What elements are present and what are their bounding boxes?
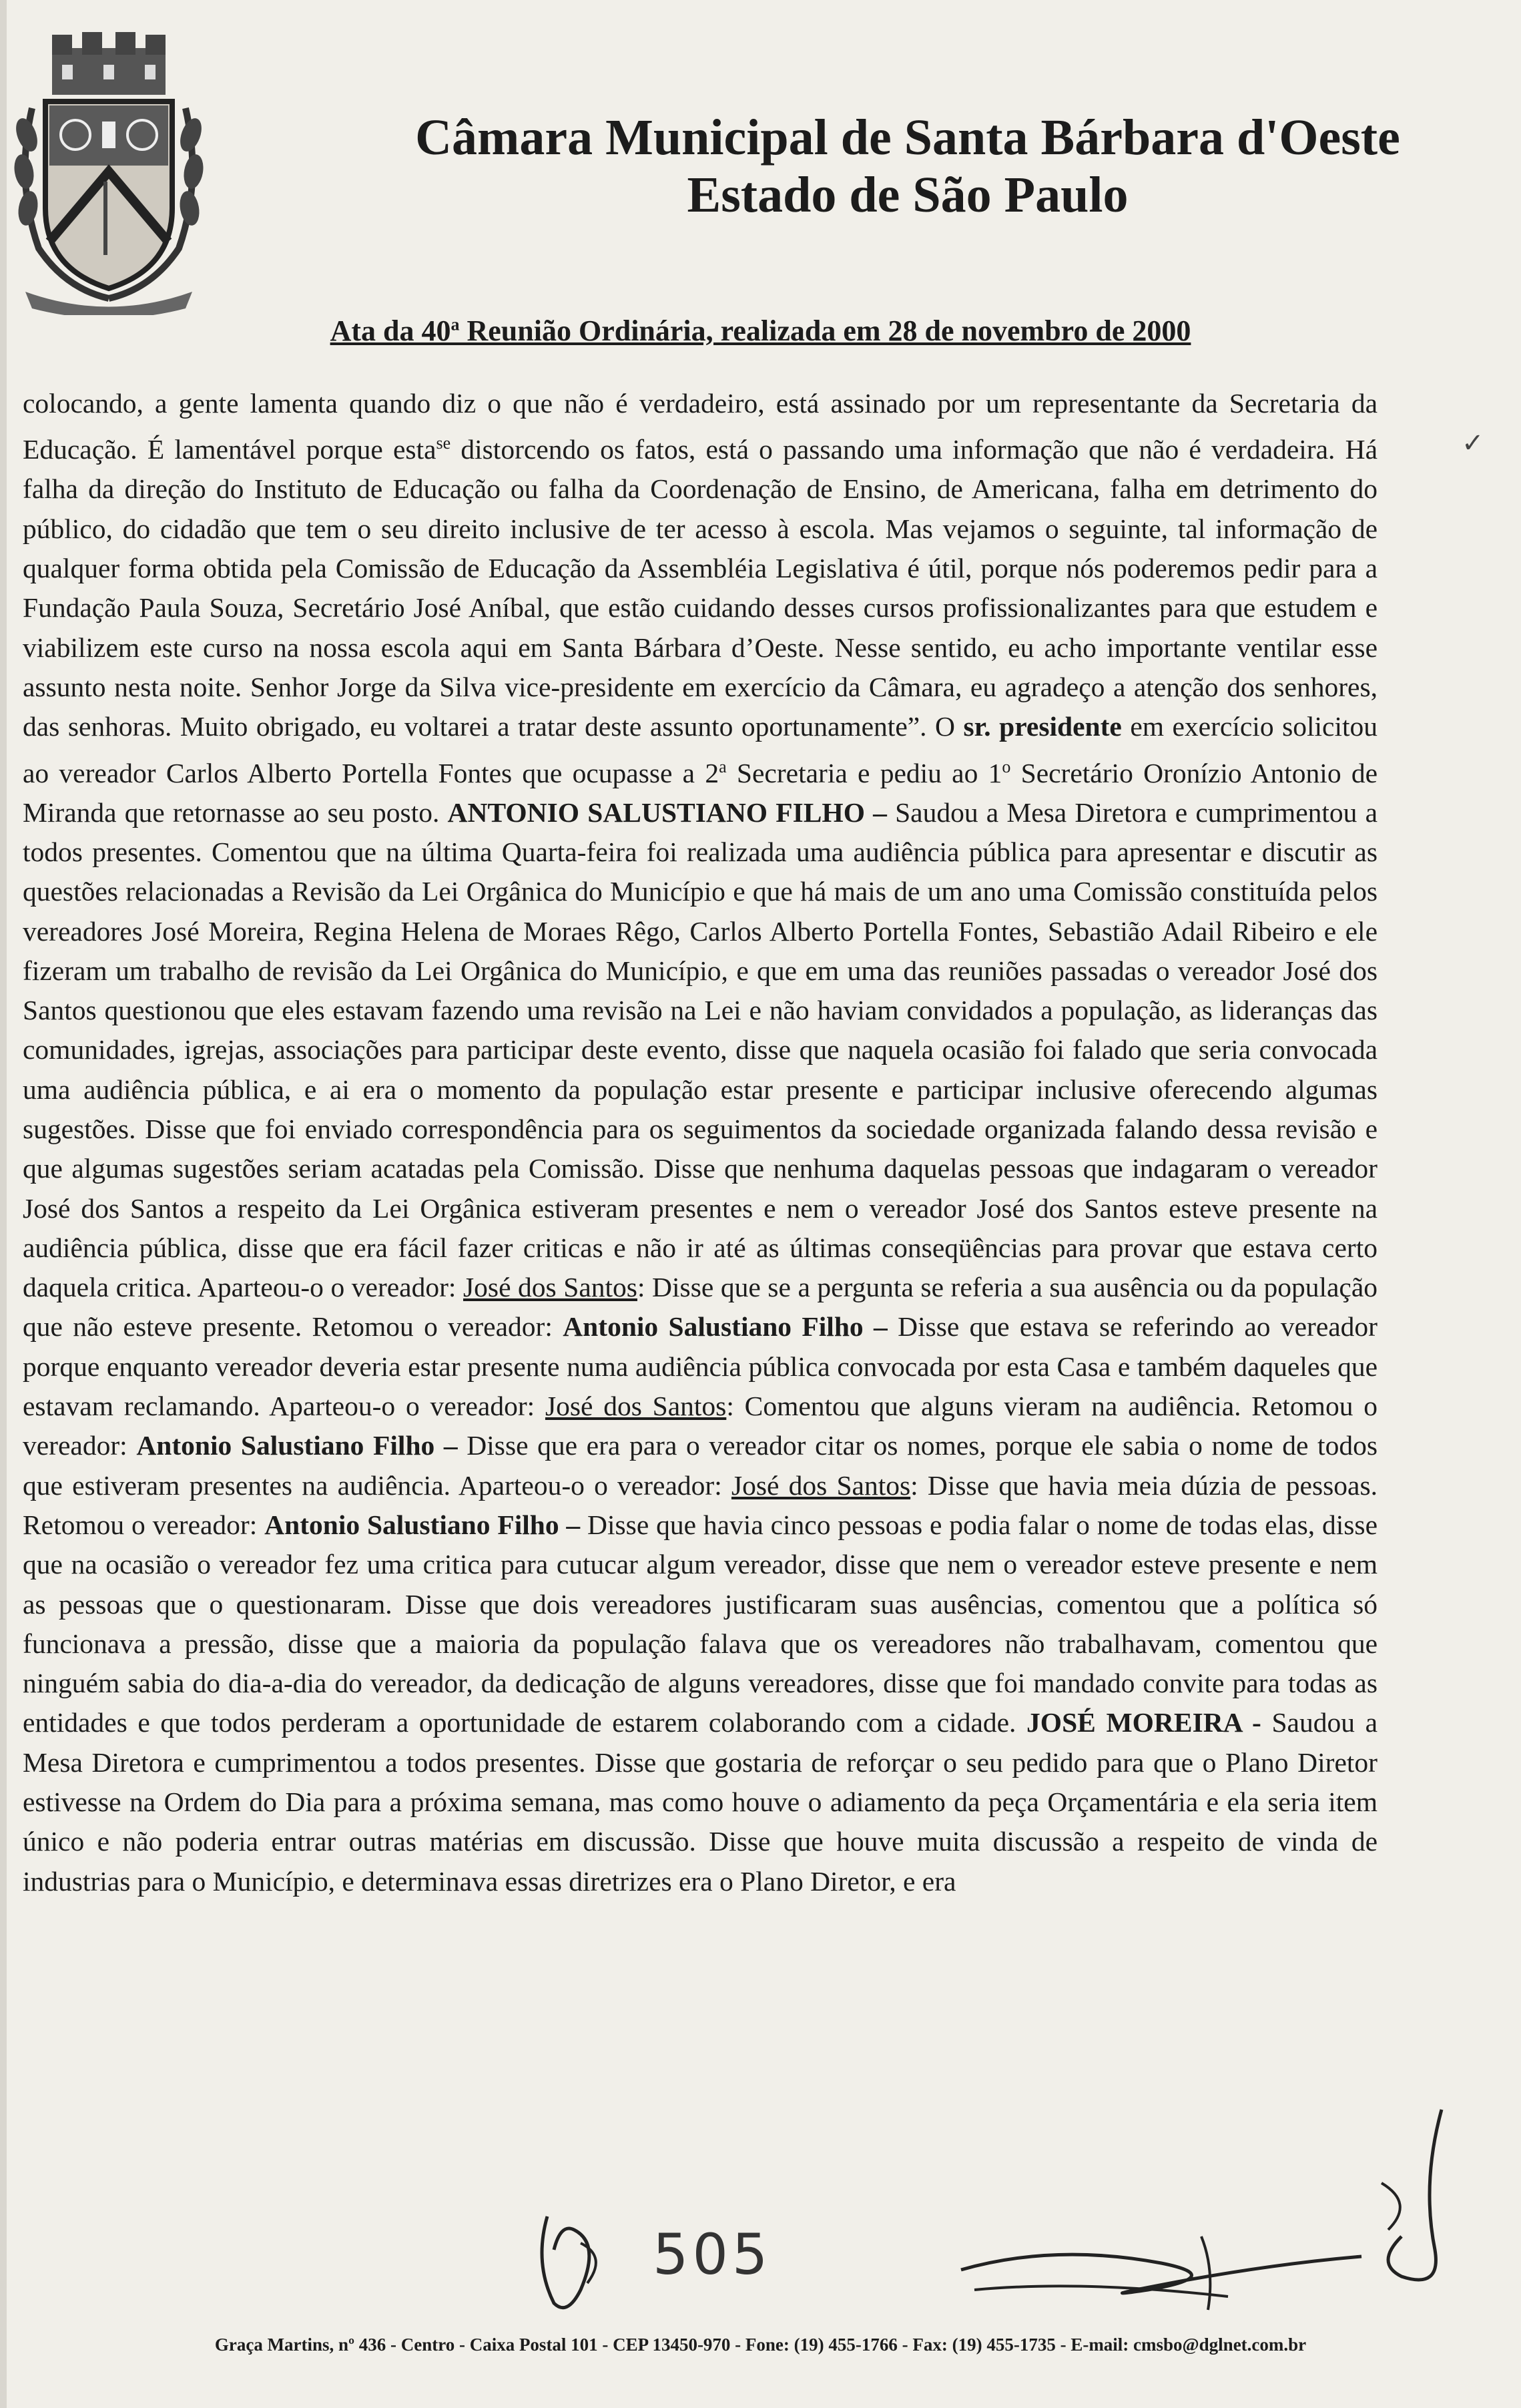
aparte-speaker: José dos Santos [731,1469,911,1501]
superscript: o [1002,756,1011,776]
text-segment: : Disse que se a pergunta se referia a sua ausência ou da população que não esteve presente. Retomou o vereador: [23,1272,1378,1343]
text-segment: colocando, a gente lamenta quando diz o que não é verdadeiro, está assinado por um representante da Secretaria da Educação. É lamentável porque esta [23,388,1378,465]
text-segment: Secretário Oronízio Antonio de Miranda que retornasse ao seu posto. [23,757,1378,828]
minutes-title-end: Reunião Ordinária, realizada em 28 de novembro de 2000 [459,314,1191,347]
speaker-name: ANTONIO SALUSTIANO FILHO – [447,796,887,828]
text-segment: Disse que era para o vereador citar os nomes, porque ele sabia o nome de todos que estiveram presentes na audiência. Aparteou-o o vereador: [23,1430,1378,1501]
scan-edge [0,0,7,2408]
footer-address: Graça Martins, nº 436 - Centro - Caixa Postal 101 - CEP 13450-970 - Fone: (19) 455-1766 - Fax: (19) 455-1735 - E-mail: cmsbo@dglnet.com.br [214,2335,1307,2355]
speaker-name: JOSÉ MOREIRA - [1026,1707,1261,1738]
minutes-body [23,384,1378,1901]
superscript: a [719,756,727,776]
speaker-name: Antonio Salustiano Filho – [136,1430,458,1461]
text-segment: : Disse que havia meia dúzia de pessoas. Retomou o vereador: [23,1469,1378,1540]
text-segment: Secretaria e pediu ao 1 [726,757,1002,788]
aparte-speaker: José dos Santos [463,1272,637,1303]
text-segment: : Comentou que alguns vieram na audiência. Retomou o vereador: [23,1391,1378,1461]
text-segment: Saudou a Mesa Diretora e cumprimentou a todos presentes. Comentou que na última Quarta-feira foi realizada uma audiência pública para apresentar e discutir as questões relacionadas a Revisão da Lei Orgânica do Município e que há mais de um ano uma Comissão constituída pelos vereadores José Moreira, Regina Helena de Moraes Rêgo, Carlos Alberto Portella Fontes, Sebastião Adail Ribeiro e ele fizeram um trabalho de revisão da Lei Orgânica do Município, e que em uma das reuniões passadas o vereador José dos Santos questionou que eles estavam fazendo uma revisão na Lei e não haviam convidados a população, as lideranças das comunidades, igrejas, associações para participar deste evento, disse que naquela ocasião foi falado que seria convocada uma audiência pública, e ai era o momento da população estar presente e participar inclusive oferecendo algumas sugestões. Disse que foi enviado correspondência para os seguimentos da sociedade organizada falando dessa revisão e que algumas sugestões seriam acatadas pela Comissão. Disse que nenhuma daquelas pessoas que indagaram o vereador José dos Santos a respeito da Lei Orgânica estiveram presentes e nem o vereador José dos Santos esteve presente na audiência pública, disse que era fácil fazer criticas e não ir até as últimas conseqüências para provar que estava certo daquela critica. Aparteou-o o vereador: [23,796,1378,1303]
text-segment: distorcendo os fatos, está o passando uma informação que não é verdadeira. Há falha da direção do Instituto de Educação ou falha da Coordenação de Ensino, de Americana, falha em detrimento do público, do cidadão que tem o seu direito inclusive de ter acesso à escola. Mas vejamos o seguinte, tal informação de qualquer forma obtida pela Comissão de Educação da Assembléia Legislativa é útil, porque nós poderemos pedir para a Fundação Paula Souza, Secretário José Aníbal, que estão cuidando desses cursos profissionalizantes para que estudem e viabilizem este curso na nossa escola aqui em Santa Bárbara d’Oeste. Nesse sentido, eu acho importante ventilar esse assunto nesta noite. Senhor Jorge da Silva vice-presidente em exercício da Câmara, eu agradeço a atenção dos senhores, das senhoras. Muito obrigado, eu voltarei a tratar deste assunto oportunamente”. O [23,434,1378,742]
institution-name: Câmara Municipal de Santa Bárbara d'Oeste [415,109,1400,166]
institution-header [374,109,1442,223]
speaker-name: Antonio Salustiano Filho – [264,1509,581,1540]
state-name: Estado de São Paulo [687,167,1129,223]
text-segment: em exercício solicitou ao vereador Carlos Alberto Portella Fontes que ocupasse a 2 [23,711,1378,788]
text-segment: Disse que havia cinco pessoas e podia falar o nome de todas elas, disse que na ocasião o vereador fez uma critica para cutucar algum vereador, disse que nem o vereador esteve presente e nem as pessoas que o questionaram. Disse que dois vereadores justificaram suas ausências, comentou que a política só funcionava a pressão, disse que a maioria da população falava que os vereadores não trabalhavam, comentou que ninguém sabia do dia-a-dia do vereador, da dedicação de alguns vereadores, disse que foi mandado convite para todas as entidades e que todos perderam a oportunidade de estarem colaborando com a cidade. [23,1509,1378,1738]
page-number: 505 [653,2222,772,2287]
speaker-name: sr. presidente [963,711,1122,742]
aparte-speaker: José dos Santos [545,1391,727,1422]
handwritten-signature-right-icon [1361,2103,1462,2303]
speaker-name: Antonio Salustiano Filho – [563,1311,888,1343]
minutes-title-ordinal: a [450,314,460,334]
margin-check-mark: ✓ [1462,428,1484,458]
superscript: se [436,433,451,453]
minutes-title [0,314,1521,348]
text-segment: Saudou a Mesa Diretora e cumprimentou a todos presentes. Disse que gostaria de reforçar o seu pedido para que o Plano Diretor estivesse na Ordem do Dia para a próxima semana, mas como houve o adiamento da peça Orçamentária e ela seria item único e não poderia entrar outras matérias em discussão. Disse que houve muita discussão a respeito de vinda de industrias para o Município, e determinava essas diretrizes era o Plano Diretor, e era [23,1707,1378,1897]
coat-of-arms-icon [12,28,206,315]
text-segment: Disse que estava se referindo ao vereador porque enquanto vereador deveria estar presente numa audiência pública convocada por esta Casa e também daqueles que estavam reclamando. Aparteou-o o vereador: [23,1311,1378,1422]
handwritten-signature-icon [948,2216,1375,2323]
handwritten-initials-icon [507,2203,641,2317]
minutes-title-start: Ata da 40 [330,314,451,347]
